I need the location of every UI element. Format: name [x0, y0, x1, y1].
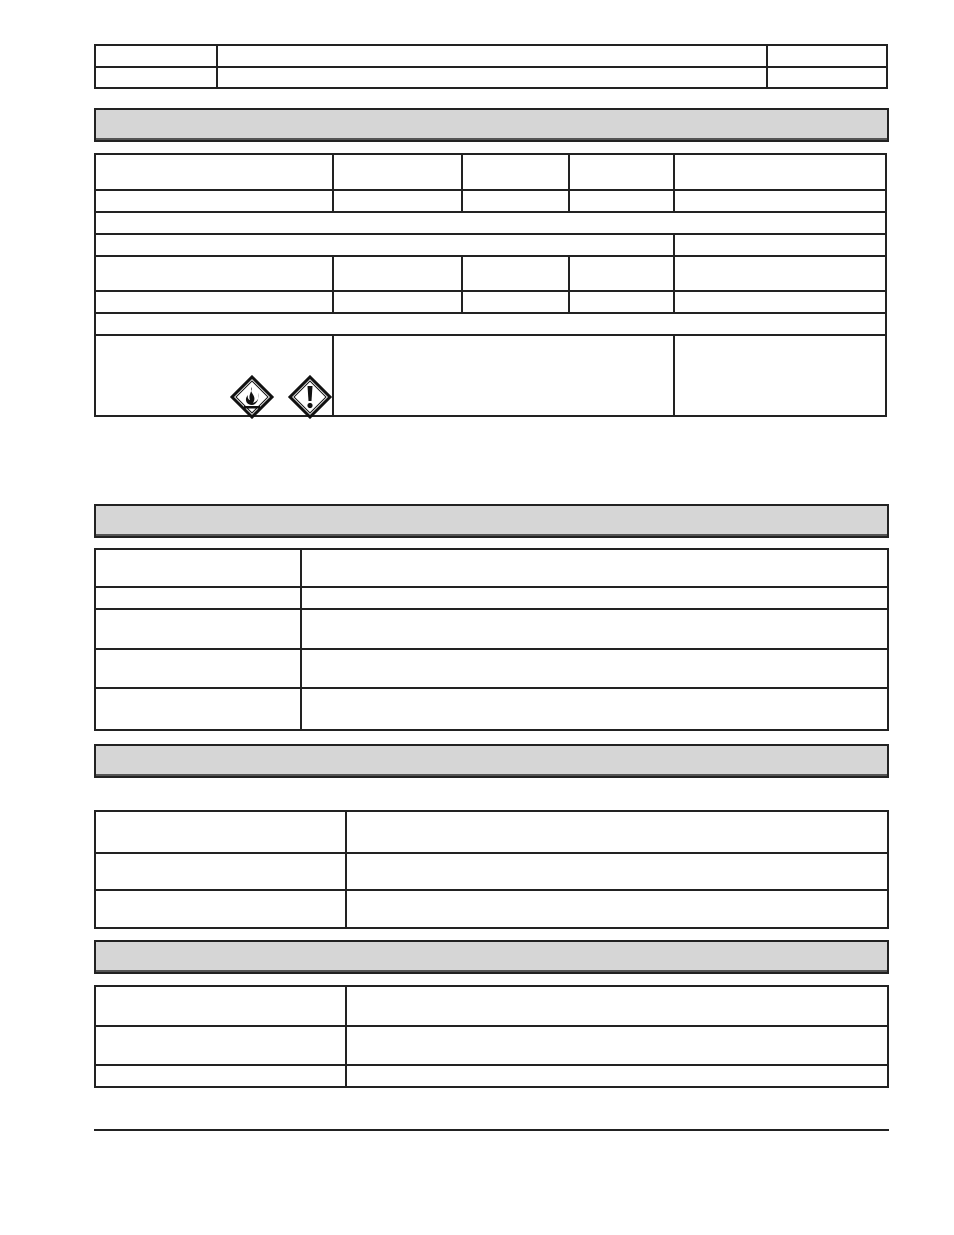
section-2-table	[94, 548, 889, 731]
flame-icon	[230, 375, 274, 419]
section-band-1	[94, 108, 889, 142]
classification-table	[94, 153, 887, 417]
section-title-2	[96, 506, 104, 524]
exclamation-mark-icon	[288, 375, 332, 419]
section-title-3	[96, 746, 104, 764]
footer-rule	[94, 1129, 889, 1131]
section-band-2	[94, 504, 889, 538]
section-band-4	[94, 940, 889, 974]
section-title-4	[96, 942, 104, 960]
section-title-1	[96, 110, 104, 128]
section-band-3	[94, 744, 889, 778]
header-table	[94, 44, 888, 89]
section-3-table	[94, 810, 889, 929]
section-4-table	[94, 985, 889, 1088]
